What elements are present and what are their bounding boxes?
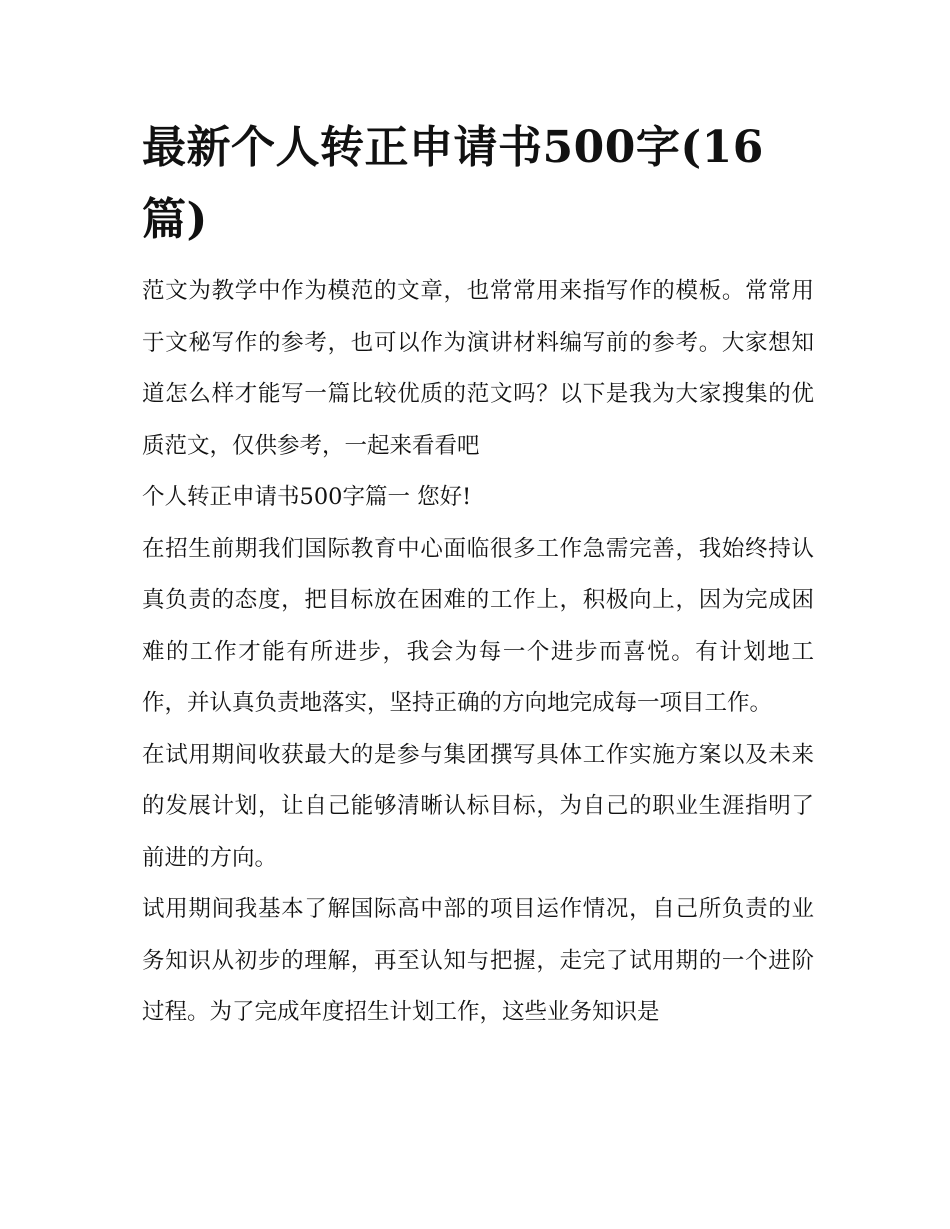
document-title: 最新个人转正申请书500字(16篇) [142,122,764,245]
body-paragraph: 在招生前期我们国际教育中心面临很多工作急需完善，我始终持认真负责的态度，把目标放在困难的工作上，积极向上，因为完成困难的工作才能有所进步，我会为每一个进步而喜悦。有计划地工作，并认真负责地落实，坚持正确的方向地完成每一项目工作。 [142,535,814,716]
document-body [142,112,814,1039]
body-paragraph: 在试用期间收获最大的是参与集团撰写具体工作实施方案以及未来的发展计划，让自己能够清晰认标目标，为自己的职业生涯指明了前进的方向。 [142,741,814,871]
body-paragraph: 试用期间我基本了解国际高中部的项目运作情况，自己所负责的业务知识从初步的理解，再至认知与把握，走完了试用期的一个进阶过程。为了完成年度招生计划工作，这些业务知识是 [142,896,814,1025]
intro-paragraph: 范文为教学中作为模范的文章，也常常用来指写作的模板。常常用于文秘写作的参考，也可以作为演讲材料编写前的参考。大家想知道怎么样才能写一篇比较优质的范文吗？以下是我为大家搜集的优质范文，仅供参考，一起来看看吧 [142,278,814,459]
section-heading-greeting: 个人转正申请书500字篇一 您好! [142,484,472,510]
